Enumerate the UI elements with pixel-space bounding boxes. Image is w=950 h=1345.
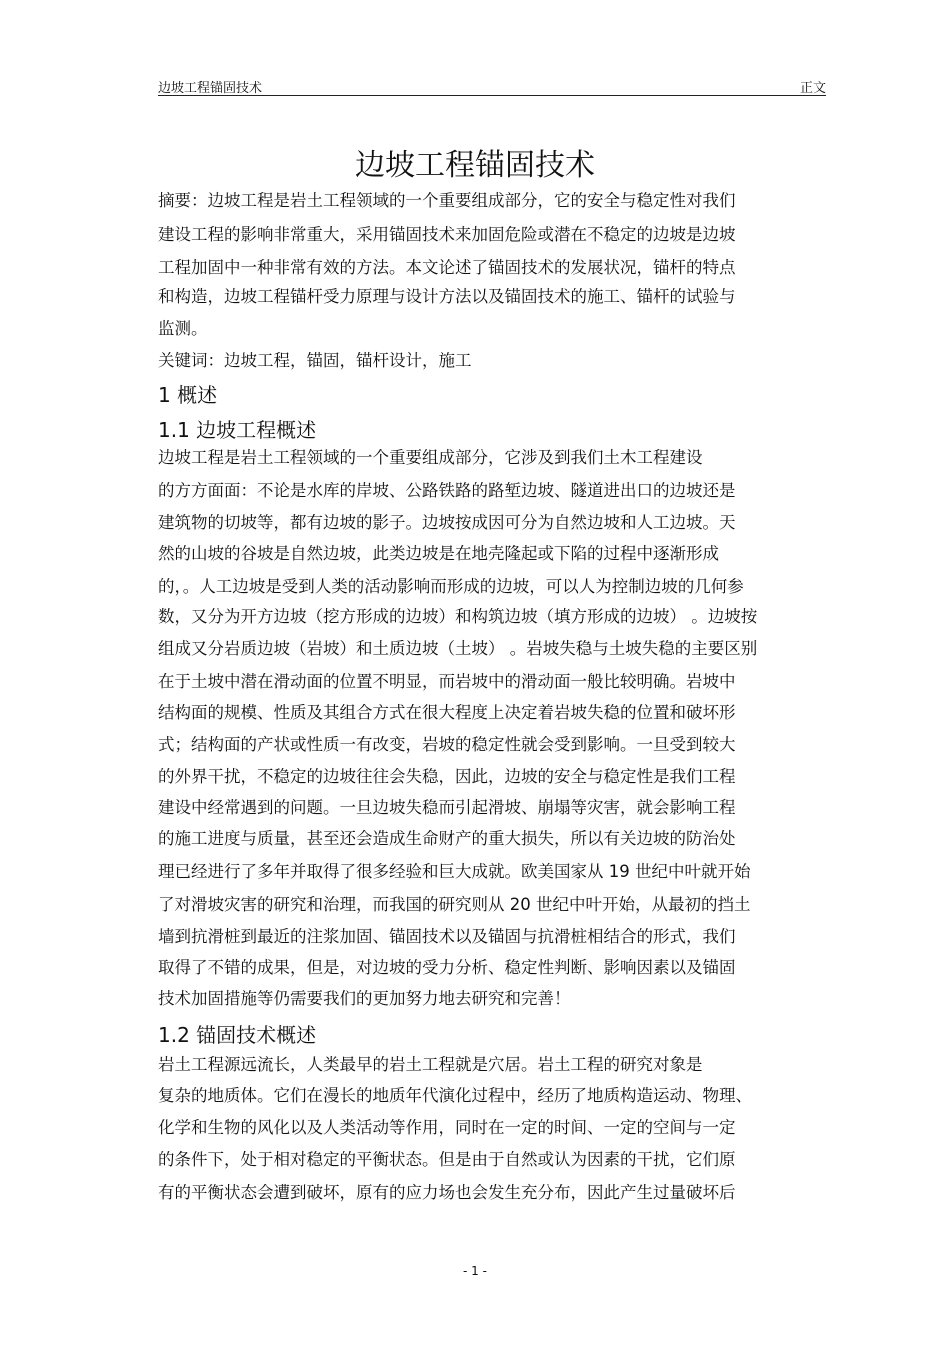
body-line: 墙到抗滑桩到最近的注浆加固、锚固技术以及锚固与抗滑桩相结合的形式，我们: [158, 927, 736, 946]
body-line: 的外界干扰，不稳定的边坡往往会失稳，因此，边坡的安全与稳定性是我们工程: [158, 767, 736, 786]
page-number: - 1 -: [463, 1264, 487, 1278]
body-line: 了对滑坡灾害的研究和治理，而我国的研究则从 20 世纪中叶开始，从最初的挡土: [158, 895, 751, 914]
body-line: 建设中经常遇到的问题。一旦边坡失稳而引起滑坡、崩塌等灾害，就会影响工程: [158, 798, 736, 817]
body-line: 结构面的规模、性质及其组合方式在很大程度上决定着岩坡失稳的位置和破坏形: [158, 703, 736, 722]
abstract-line: 建设工程的影响非常重大，采用锚固技术来加固危险或潜在不稳定的边坡是边坡: [158, 225, 736, 244]
keywords: 关键词：边坡工程，锚固，锚杆设计，施工: [158, 351, 472, 370]
body-line: 有的平衡状态会遭到破坏，原有的应力场也会发生充分布，因此产生过量破坏后: [158, 1183, 736, 1202]
abstract-line: 和构造，边坡工程锚杆受力原理与设计方法以及锚固技术的施工、锚杆的试验与: [158, 287, 736, 306]
body-line: 组成又分岩质边坡（岩坡）和土质边坡（土坡） 。岩坡失稳与土坡失稳的主要区别: [158, 639, 758, 658]
abstract-line: 摘要：边坡工程是岩土工程领域的一个重要组成部分，它的安全与稳定性对我们: [158, 191, 736, 210]
body-line: 式；结构面的产状或性质一有改变，岩坡的稳定性就会受到影响。一旦受到较大: [158, 735, 736, 754]
body-line: 的方方面面：不论是水库的岸坡、公路铁路的路堑边坡、隧道进出口的边坡还是: [158, 481, 736, 500]
running-header-section: 正文: [799, 81, 826, 96]
body-line: 取得了不错的成果，但是，对边坡的受力分析、稳定性判断、影响因素以及锚固: [158, 958, 736, 977]
body-line: 复杂的地质体。它们在漫长的地质年代演化过程中，经历了地质构造运动、物理、: [158, 1086, 752, 1105]
subsection-heading: 1.1 边坡工程概述: [158, 418, 317, 442]
abstract-line: 工程加固中一种非常有效的方法。本文论述了锚固技术的发展状况，锚杆的特点: [158, 258, 736, 277]
subsection-heading: 1.2 锚固技术概述: [158, 1023, 317, 1047]
body-line: 化学和生物的风化以及人类活动等作用，同时在一定的时间、一定的空间与一定: [158, 1118, 736, 1137]
body-line: 的，。人工边坡是受到人类的活动影响而形成的边坡，可以人为控制边坡的几何参: [158, 577, 744, 596]
header-rule: [158, 95, 826, 96]
body-line: 在于土坡中潜在滑动面的位置不明显，而岩坡中的滑动面一般比较明确。岩坡中: [158, 672, 736, 691]
body-line: 的条件下，处于相对稳定的平衡状态。但是由于自然或认为因素的干扰，它们原: [158, 1150, 736, 1169]
body-line: 数，又分为开方边坡（挖方形成的边坡）和构筑边坡（填方形成的边坡） 。边坡按: [158, 607, 758, 626]
running-header-title: 边坡工程锚固技术: [158, 81, 263, 96]
body-line: 边坡工程是岩土工程领域的一个重要组成部分，它涉及到我们土木工程建设: [158, 448, 703, 467]
document-title: 边坡工程锚固技术: [355, 148, 595, 183]
body-line: 建筑物的切坡等，都有边坡的影子。边坡按成因可分为自然边坡和人工边坡。天: [158, 513, 736, 532]
section-heading: 1 概述: [158, 383, 218, 407]
body-line: 的施工进度与质量，甚至还会造成生命财产的重大损失，所以有关边坡的防治处: [158, 829, 736, 848]
body-line: 岩土工程源远流长，人类最早的岩土工程就是穴居。岩土工程的研究对象是: [158, 1055, 703, 1074]
body-line: 技术加固措施等仍需要我们的更加努力地去研究和完善！: [158, 989, 571, 1008]
body-line: 然的山坡的谷坡是自然边坡，此类边坡是在地壳隆起或下陷的过程中逐渐形成: [158, 544, 719, 563]
body-line: 理已经进行了多年并取得了很多经验和巨大成就。欧美国家从 19 世纪中叶就开始: [158, 862, 751, 881]
abstract-line: 监测。: [158, 319, 208, 338]
